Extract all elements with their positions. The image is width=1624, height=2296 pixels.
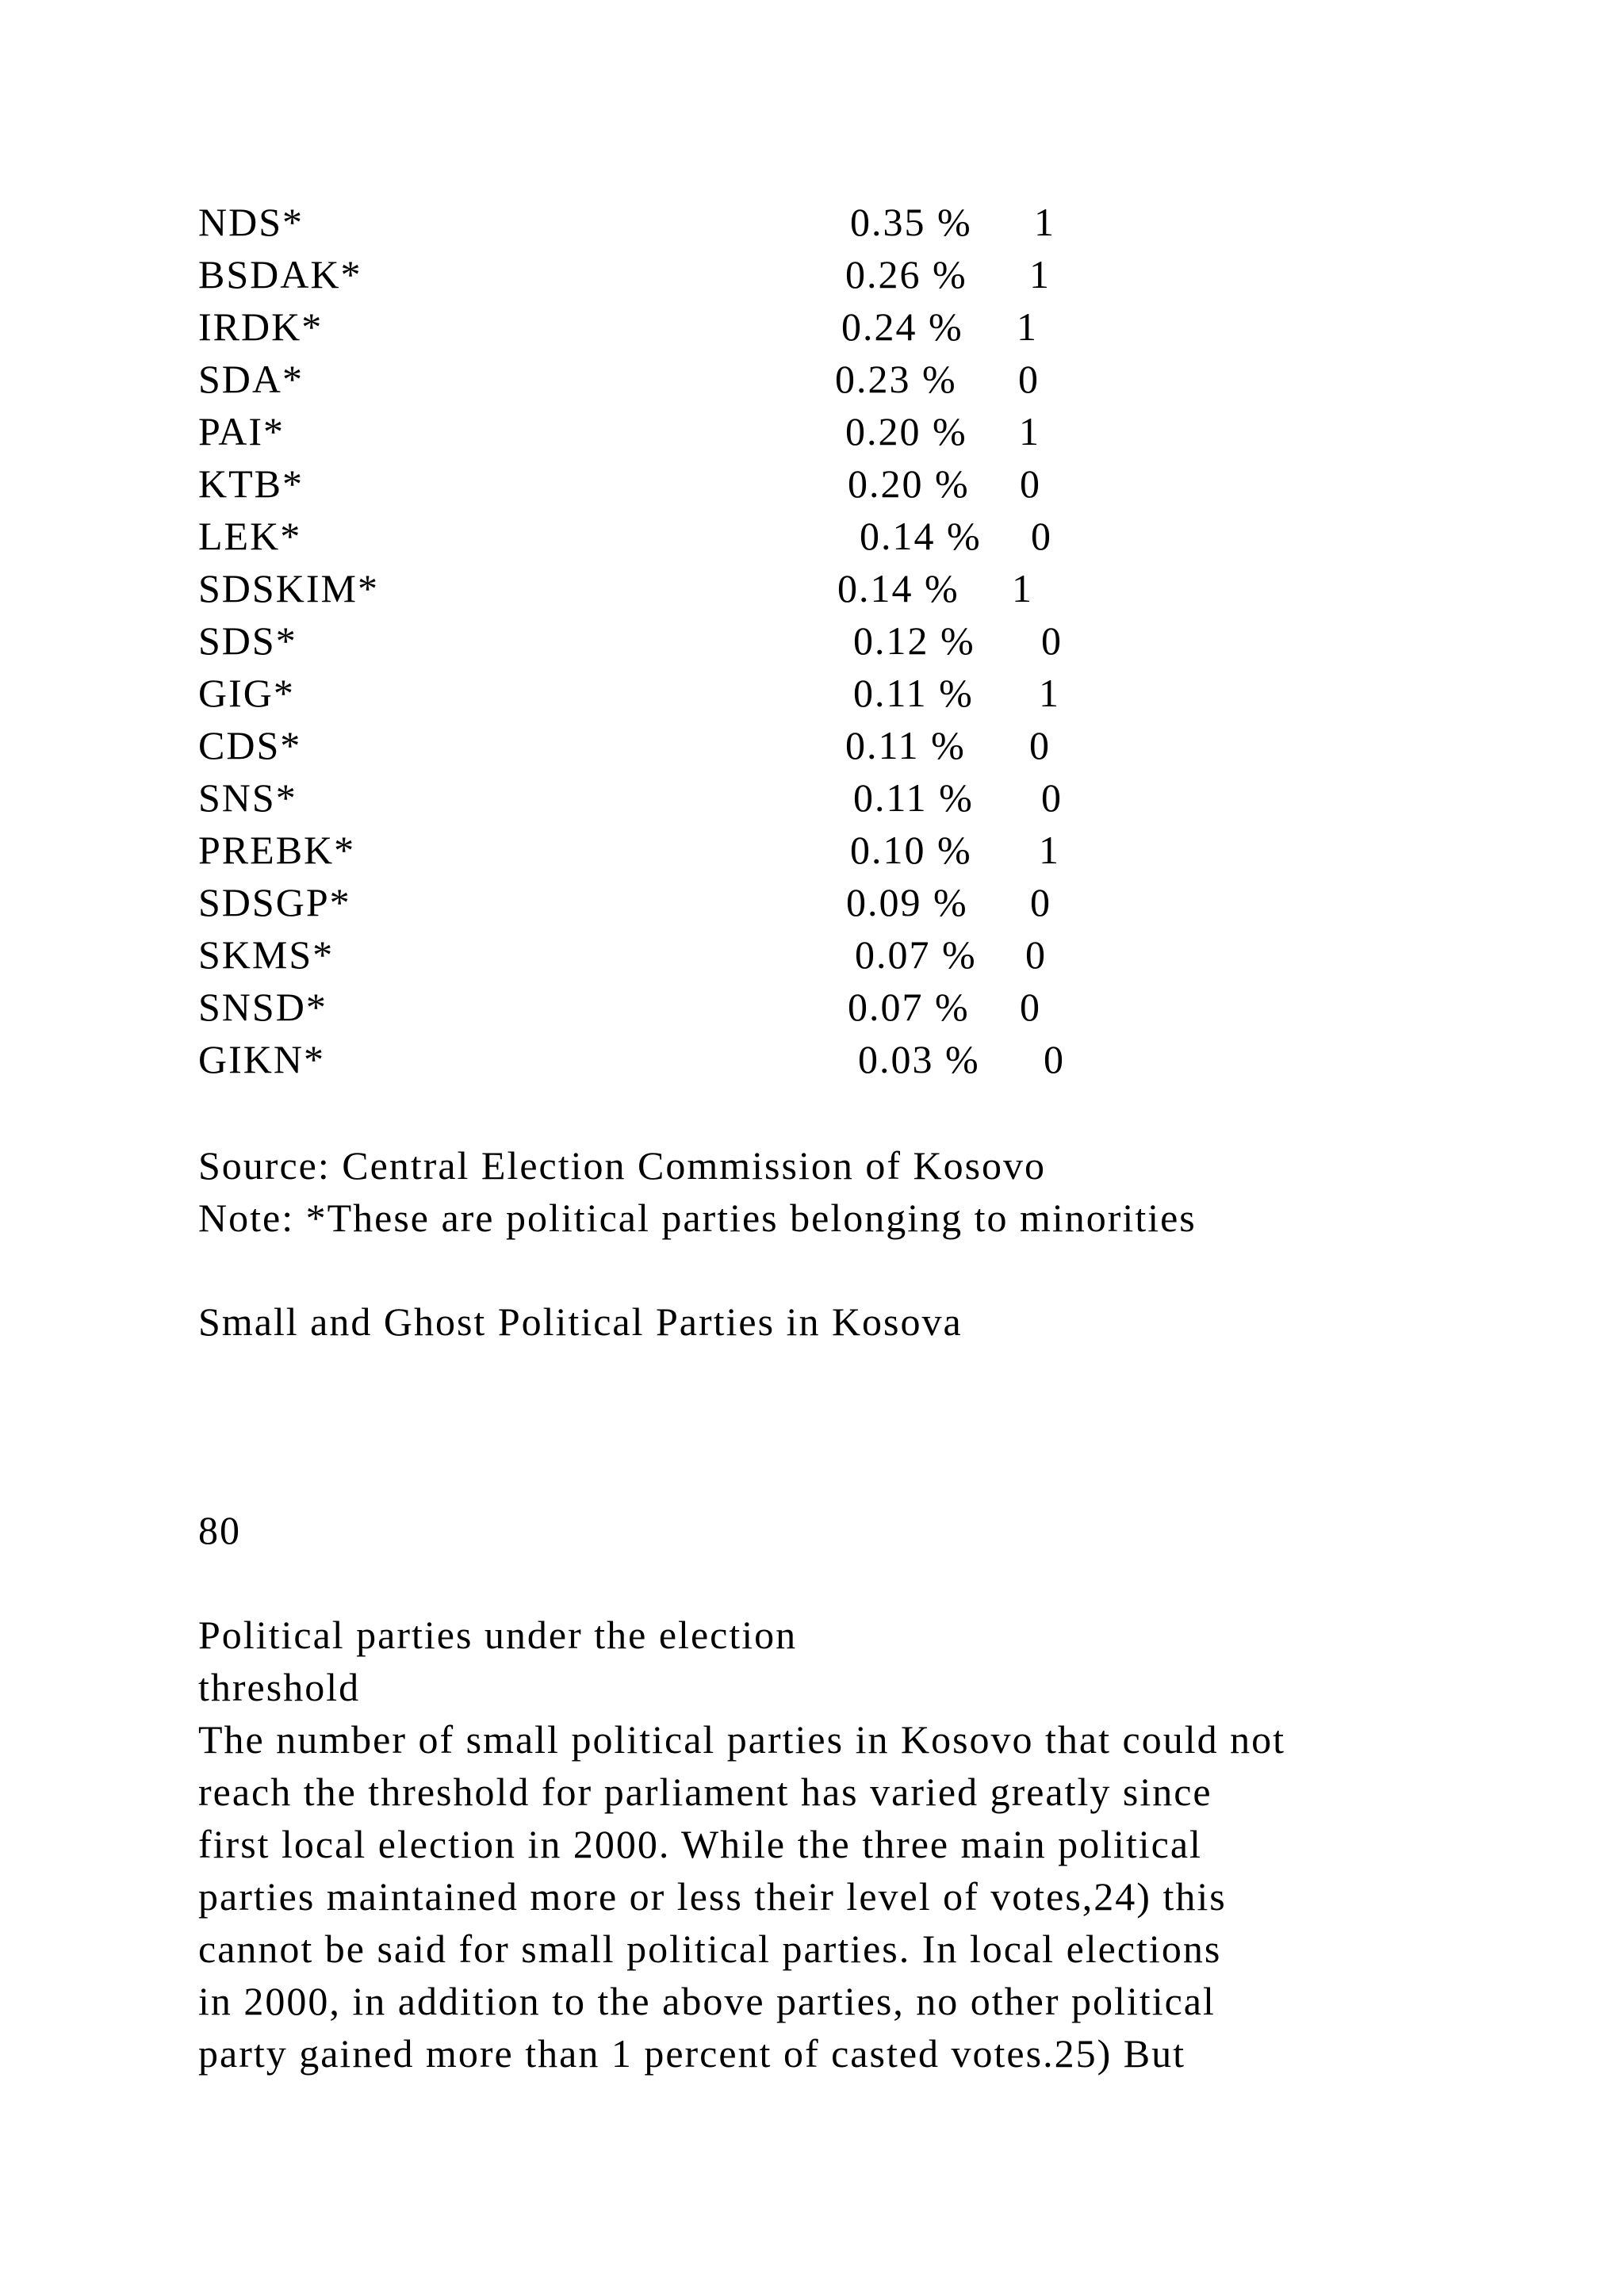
vote-percent: 0.14 % bbox=[860, 514, 982, 558]
table-row bbox=[198, 196, 1150, 248]
seat-count: 0 bbox=[1020, 985, 1041, 1029]
party-name: SKMS* bbox=[198, 932, 335, 977]
section-heading-line-2: threshold bbox=[198, 1665, 361, 1709]
paragraph-line: reach the threshold for parliament has varied greatly since bbox=[198, 1770, 1212, 1814]
party-name: PREBK* bbox=[198, 828, 356, 872]
party-name: SDA* bbox=[198, 357, 304, 401]
party-name: NDS* bbox=[198, 200, 304, 244]
party-name: LEK* bbox=[198, 514, 302, 558]
seat-count: 0 bbox=[1041, 618, 1063, 663]
seat-count: 0 bbox=[1029, 723, 1051, 767]
section-heading-line-1: Political parties under the election bbox=[198, 1613, 798, 1657]
running-title: Small and Ghost Political Parties in Kosova bbox=[198, 1299, 963, 1344]
party-name: GIKN* bbox=[198, 1037, 325, 1081]
seat-count: 1 bbox=[1012, 566, 1033, 610]
seat-count: 0 bbox=[1020, 461, 1041, 506]
seat-count: 0 bbox=[1031, 514, 1052, 558]
table-row bbox=[198, 562, 1150, 614]
paragraph-line: party gained more than 1 percent of casted votes.25) But bbox=[198, 2031, 1185, 2076]
vote-percent: 0.12 % bbox=[853, 618, 975, 663]
vote-percent: 0.11 % bbox=[853, 775, 974, 820]
table-row bbox=[198, 719, 1150, 771]
table-row bbox=[198, 824, 1150, 876]
table-row bbox=[198, 248, 1150, 300]
vote-percent: 0.10 % bbox=[850, 828, 972, 872]
seat-count: 0 bbox=[1018, 357, 1040, 401]
table-row bbox=[198, 1033, 1150, 1085]
vote-percent: 0.09 % bbox=[846, 880, 968, 924]
table-row bbox=[198, 928, 1150, 981]
table-row bbox=[198, 510, 1150, 562]
table-row bbox=[198, 353, 1150, 405]
paragraph-line: The number of small political parties in Kosovo that could not bbox=[198, 1717, 1285, 1762]
party-name: IRDK* bbox=[198, 304, 324, 349]
seat-count: 0 bbox=[1044, 1037, 1065, 1081]
seat-count: 1 bbox=[1017, 304, 1038, 349]
table-row bbox=[198, 876, 1150, 928]
vote-percent: 0.26 % bbox=[845, 252, 967, 297]
table-row bbox=[198, 405, 1150, 457]
table-row bbox=[198, 614, 1150, 667]
seat-count: 1 bbox=[1039, 828, 1060, 872]
table-row bbox=[198, 981, 1150, 1033]
paragraph-line: parties maintained more or less their level of votes,24) this bbox=[198, 1874, 1227, 1919]
paragraph-line: in 2000, in addition to the above parties, no other political bbox=[198, 1979, 1216, 2023]
party-name: SNSD* bbox=[198, 985, 327, 1029]
vote-percent: 0.24 % bbox=[841, 304, 963, 349]
seat-count: 1 bbox=[1034, 200, 1055, 244]
table-row bbox=[198, 667, 1150, 719]
seat-count: 0 bbox=[1025, 932, 1047, 977]
note-line: Note: *These are political parties belonging to minorities bbox=[198, 1196, 1197, 1240]
seat-count: 1 bbox=[1039, 671, 1060, 715]
vote-percent: 0.20 % bbox=[848, 461, 970, 506]
vote-percent: 0.03 % bbox=[858, 1037, 980, 1081]
party-name: BSDAK* bbox=[198, 252, 362, 297]
vote-percent: 0.07 % bbox=[848, 985, 970, 1029]
table-row bbox=[198, 300, 1150, 353]
seat-count: 0 bbox=[1030, 880, 1051, 924]
source-line: Source: Central Election Commission of Kosovo bbox=[198, 1143, 1047, 1188]
party-name: KTB* bbox=[198, 461, 304, 506]
vote-percent: 0.07 % bbox=[855, 932, 977, 977]
vote-percent: 0.14 % bbox=[837, 566, 959, 610]
vote-percent: 0.35 % bbox=[850, 200, 972, 244]
vote-percent: 0.20 % bbox=[845, 409, 967, 453]
party-name: SDSKIM* bbox=[198, 566, 379, 610]
paragraph-line: cannot be said for small political parties. In local elections bbox=[198, 1927, 1222, 1971]
paragraph-line: first local election in 2000. While the three main political bbox=[198, 1822, 1202, 1866]
seat-count: 0 bbox=[1041, 775, 1063, 820]
party-name: GIG* bbox=[198, 671, 295, 715]
party-name: CDS* bbox=[198, 723, 302, 767]
vote-percent: 0.23 % bbox=[835, 357, 957, 401]
table-row bbox=[198, 771, 1150, 824]
party-name: PAI* bbox=[198, 409, 285, 453]
table-row bbox=[198, 457, 1150, 510]
party-name: SDS* bbox=[198, 618, 297, 663]
party-name: SNS* bbox=[198, 775, 297, 820]
party-name: SDSGP* bbox=[198, 880, 351, 924]
vote-percent: 0.11 % bbox=[845, 723, 966, 767]
seat-count: 1 bbox=[1029, 252, 1051, 297]
vote-percent: 0.11 % bbox=[853, 671, 974, 715]
seat-count: 1 bbox=[1019, 409, 1040, 453]
page-number: 80 bbox=[198, 1508, 241, 1552]
